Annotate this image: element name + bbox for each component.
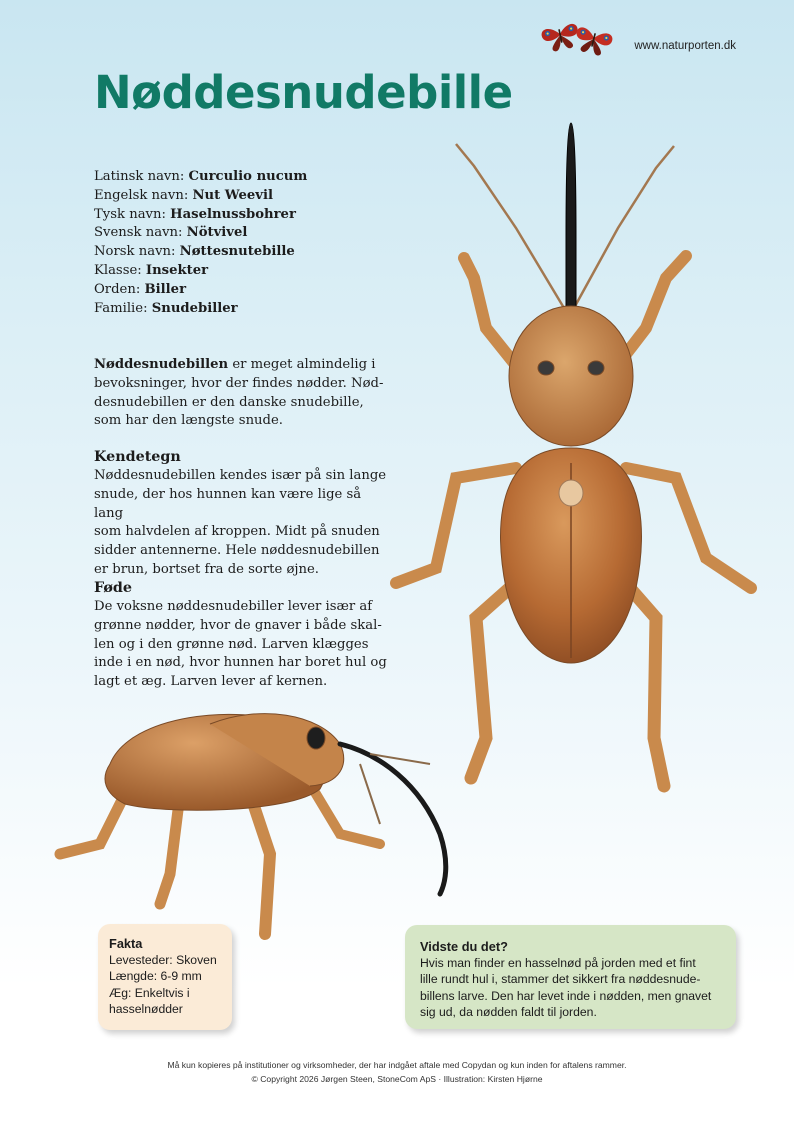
foede-section: Føde De voksne nøddesnudebiller lever især af grønne nødder, hvor de gnaver i både skal- len og i den grønne nød. Larven klægges inde i en nød, hvor hunnen har boret hul og lagt et æg. Larven lever af kernen. (94, 578, 394, 692)
family: Familie: Snudebiller (94, 300, 238, 316)
fakta-line: Længde: 6-9 mm (109, 969, 202, 984)
butterfly-icon (536, 14, 618, 58)
intro-paragraph: Nøddesnudebillen er meget almindelig i bevoksninger, hvor der findes nødder. Nød- desnudebillen er den danske snudebille, som har den længste snude. (94, 357, 384, 429)
fakta-line: Æg: Enkeltvis i (109, 985, 190, 1000)
vidste-line: billens larve. Den har levet inde i nødden, men gnavet (420, 988, 712, 1003)
kendetegn-section: Kendetegn Nøddesnudebillen kendes især på sin lange snude, der hos hunnen kan være lige så lang som halvdelen af kroppen. Midt på snuden sidder antennerne. Hele nøddesnudebillen er brun, bortset fra de sorte øjne. (94, 447, 394, 580)
copyright-notice: Må kun kopieres på institutioner og virksomheder, der har indgået aftale med Copydan og kun inden for aftalens rammer. (167, 1060, 627, 1070)
copyright-credit: © Copyright 2026 Jørgen Steen, StoneCom ApS · Illustration: Kirsten Hjørne (251, 1074, 543, 1084)
site-link[interactable]: www.naturporten.dk (634, 40, 736, 52)
name-english: Engelsk navn: Nut Weevil (94, 187, 273, 203)
order: Orden: Biller (94, 281, 187, 297)
names-list (94, 168, 307, 318)
page-title: Nøddesnudebille (94, 66, 513, 119)
fakta-line: Levesteder: Skoven (109, 953, 217, 968)
kendetegn-heading: Kendetegn (94, 449, 181, 465)
class: Klasse: Insekter (94, 262, 209, 278)
name-swedish: Svensk navn: Nötvivel (94, 225, 248, 241)
vidste-du-det-box (405, 925, 736, 1029)
fakta-line: hasselnødder (109, 1001, 183, 1016)
beetle-side-view-illustration (40, 694, 460, 954)
footer (0, 1058, 794, 1086)
vidste-line: Hvis man finder en hasselnød på jorden med et fint (420, 956, 696, 971)
name-norwegian: Norsk navn: Nøttesnutebille (94, 244, 295, 260)
name-german: Tysk navn: Haselnussbohrer (94, 206, 296, 222)
foede-heading: Føde (94, 580, 132, 596)
vidste-heading: Vidste du det? (420, 939, 508, 954)
fakta-heading: Fakta (109, 936, 143, 951)
vidste-line: sig ud, da nødden faldt til jorden. (420, 1004, 597, 1019)
intro-bold: Nøddesnudebillen (94, 357, 229, 372)
name-latin: Latinsk navn: Curculio nucum (94, 169, 308, 184)
vidste-line: lille rundt hul i, stammer det sikkert fra nøddesnude- (420, 972, 701, 987)
fakta-box (98, 924, 232, 1030)
